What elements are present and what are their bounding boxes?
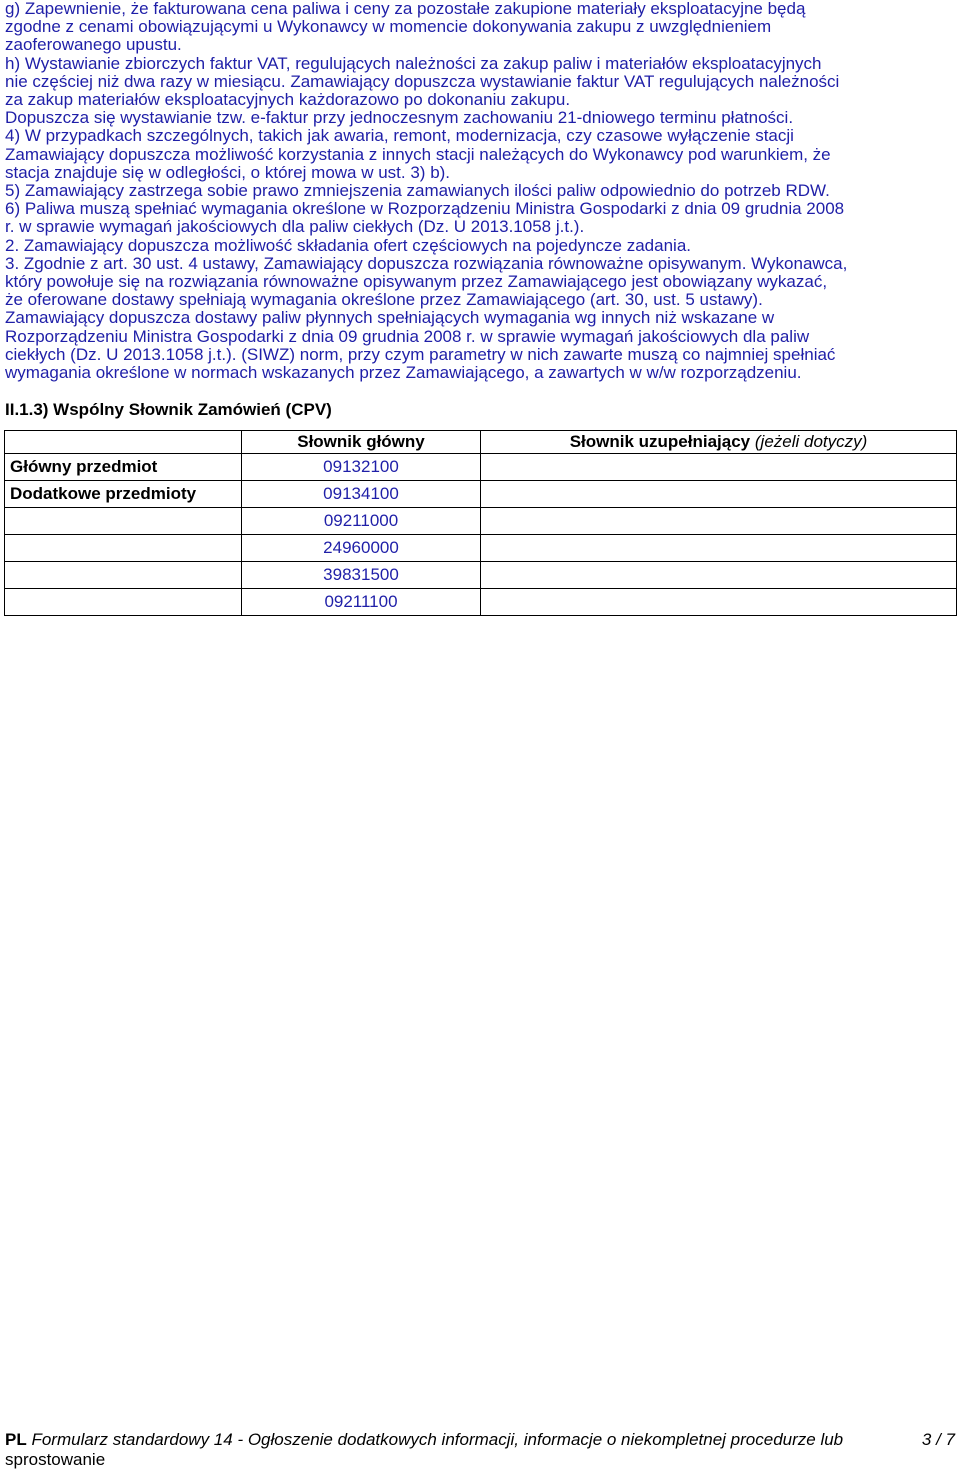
table-row <box>5 481 957 508</box>
body-line: wymagania określone w normach wskazanych przez Zamawiającego, a zawartych w w/w rozporządzeniu. <box>5 363 802 383</box>
body-line: 5) Zamawiający zastrzega sobie prawo zmniejszenia zamawianych ilości paliw odpowiednio do potrzeb RDW. <box>5 181 830 201</box>
cpv-additional-code: 24960000 <box>242 535 481 562</box>
body-line: Rozporządzeniu Ministra Gospodarki z dnia 09 grudnia 2008 r. w sprawie wymagań jakościowych dla paliw <box>5 326 810 346</box>
cpv-header-main: Słownik główny <box>242 431 481 454</box>
body-line: 2. Zamawiający dopuszcza możliwość składania ofert częściowych na pojedyncze zadania. <box>5 235 692 255</box>
body-line: h) Wystawianie zbiorczych faktur VAT, regulujących należności za zakup paliw i materiałów eksploatacyjnych <box>5 53 822 73</box>
body-line: 6) Paliwa muszą spełniać wymagania określone w Rozporządzeniu Ministra Gospodarki z dnia 09 grudnia 2008 <box>5 199 845 219</box>
footer-form-title-cont: sprostowanie <box>5 1450 106 1469</box>
body-line: g) Zapewnienie, że fakturowana cena paliwa i ceny za pozostałe zakupione materiały eksploatacyjne będą <box>5 0 806 18</box>
footer-page-number: 3 / 7 <box>921 1430 955 1449</box>
cpv-additional-label-empty <box>5 508 242 535</box>
cpv-additional-supp <box>481 535 957 562</box>
body-line: za zakup materiałów eksploatacyjnych każdorazowo po dokonaniu zakupu. <box>5 90 571 110</box>
cpv-additional-supp <box>481 508 957 535</box>
table-row <box>5 589 957 616</box>
footer-language: PL <box>5 1430 27 1449</box>
body-line: że oferowane dostawy spełniają wymagania określone przez Zamawiającego (art. 30, ust. 5 ustawy). <box>5 290 763 310</box>
body-line: zaoferowanego upustu. <box>5 35 182 55</box>
cpv-additional-code: 09211100 <box>242 589 481 616</box>
cpv-main-supp <box>481 454 957 481</box>
body-line: zgodne z cenami obowiązującymi u Wykonawcy w momencie dokonywania zakupu z uwzględnieniem <box>5 17 772 37</box>
cpv-additional-code: 09211000 <box>242 508 481 535</box>
page-footer <box>5 1430 955 1470</box>
body-line: Dopuszcza się wystawianie tzw. e-faktur przy jednoczesnym zachowaniu 21-dniowego terminu płatności. <box>5 108 794 128</box>
cpv-additional-label-empty <box>5 535 242 562</box>
body-line: ciekłych (Dz. U 2013.1058 j.t.). (SIWZ) norm, przy czym parametry w nich zawarte muszą co najmniej spełniać <box>5 344 836 364</box>
cpv-header-empty <box>5 431 242 454</box>
section-heading-cpv: II.1.3) Wspólny Słownik Zamówień (CPV) <box>5 400 332 419</box>
cpv-header-supp-note: (jeżeli dotyczy) <box>754 432 868 451</box>
body-line: 3. Zgodnie z art. 30 ust. 4 ustawy, Zamawiający dopuszcza rozwiązania równoważne opisywanym. Wykonawca, <box>5 253 848 273</box>
cpv-additional-supp <box>481 481 957 508</box>
cpv-header-row <box>5 431 957 454</box>
cpv-additional-supp <box>481 589 957 616</box>
body-line: 4) W przypadkach szczególnych, takich jak awaria, remont, modernizacja, czy czasowe wyłączenie stacji <box>5 126 794 146</box>
body-line: stacja znajduje się w odległości, o której mowa w ust. 3) b). <box>5 162 451 182</box>
cpv-additional-code: 09134100 <box>242 481 481 508</box>
body-line: Zamawiający dopuszcza dostawy paliw płynnych spełniających wymagania wg innych niż wskazane w <box>5 308 775 328</box>
cpv-additional-label: Dodatkowe przedmioty <box>5 481 242 508</box>
body-line: Zamawiający dopuszcza możliwość korzystania z innych stacji należących do Wykonawcy pod warunkiem, że <box>5 144 831 164</box>
footer-form-title: Formularz standardowy 14 - Ogłoszenie dodatkowych informacji, informacje o niekompletnej procedurze lub <box>31 1430 844 1449</box>
table-row <box>5 508 957 535</box>
cpv-main-label: Główny przedmiot <box>5 454 242 481</box>
cpv-additional-supp <box>481 562 957 589</box>
body-text <box>5 0 955 382</box>
table-row <box>5 535 957 562</box>
cpv-additional-code: 39831500 <box>242 562 481 589</box>
body-line: który powołuje się na rozwiązania równoważne opisywanym przez Zamawiającego jest obowiązany wykazać, <box>5 272 828 292</box>
cpv-table <box>4 430 957 616</box>
body-line: r. w sprawie wymagań jakościowych dla paliw ciekłych (Dz. U 2013.1058 j.t.). <box>5 217 585 237</box>
table-row <box>5 562 957 589</box>
body-line: nie częściej niż dwa razy w miesiącu. Zamawiający dopuszcza wystawianie faktur VAT regulujących należności <box>5 71 840 91</box>
cpv-additional-label-empty <box>5 562 242 589</box>
cpv-header-supp-label: Słownik uzupełniający <box>569 432 751 451</box>
cpv-additional-label-empty <box>5 589 242 616</box>
cpv-header-supp <box>481 431 957 454</box>
table-row <box>5 454 957 481</box>
cpv-main-code: 09132100 <box>242 454 481 481</box>
